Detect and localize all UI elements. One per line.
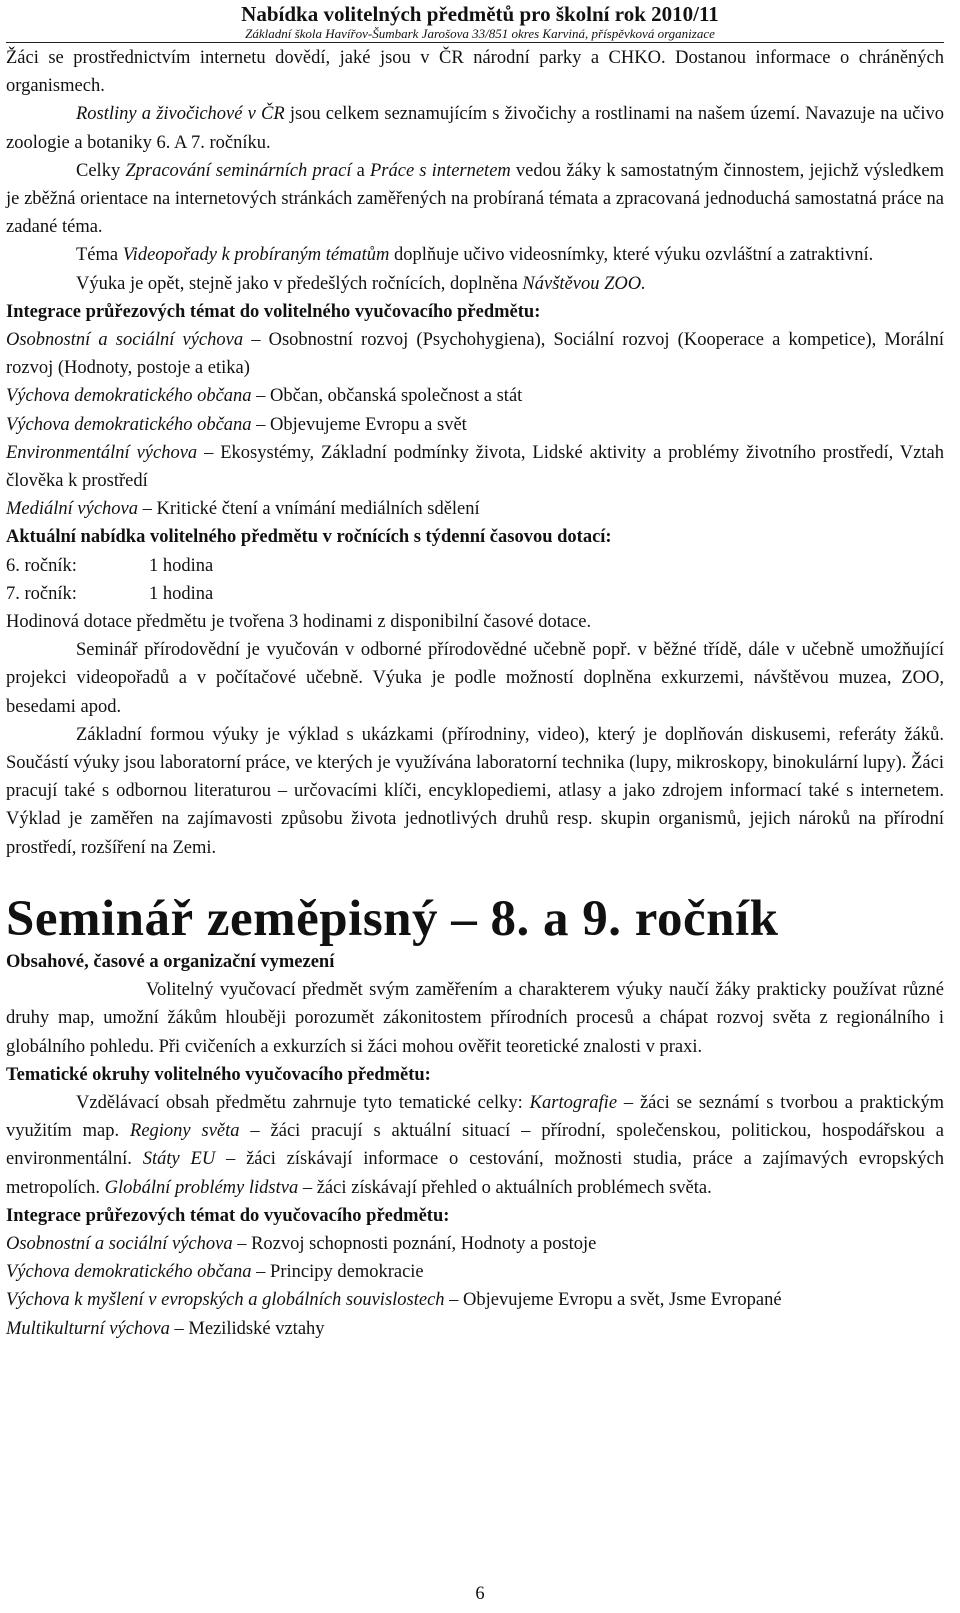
text: – Ekosystémy, Základní podmínky života, Lidské aktivity a problémy životního prostředí, Vztah člověka k prostředí: [6, 442, 944, 492]
text: – žáci získávají informace o cestování, možnosti studia, práce a zajímavých evropských metropolích.: [6, 1149, 945, 1198]
paragraph: [6, 1089, 944, 1202]
italic-term: Mediální výchova: [6, 499, 139, 520]
text: – žáci získávají přehled o aktuálních problémech světa.: [298, 1177, 712, 1198]
paragraph: [6, 270, 944, 298]
text: – Objevujeme Evropu a svět, Jsme Evropané: [444, 1290, 782, 1311]
italic-term: Výchova demokratického občana: [6, 1262, 252, 1283]
italic-term: Výchova demokratického občana: [6, 386, 252, 407]
section-heading: Integrace průřezových témat do volitelného vyučovacího předmětu:: [6, 301, 541, 322]
hours-value: 1 hodina: [149, 583, 214, 604]
paragraph: Hodinová dotace předmětu je tvořena 3 hodinami z disponibilní časové dotace.: [6, 612, 592, 633]
italic-term: Videopořady k probíraným tématům: [122, 245, 390, 266]
paragraph: [6, 157, 944, 242]
grade-label: 6. ročník:: [6, 555, 77, 576]
page-number: 6: [475, 1584, 485, 1604]
header-title: Nabídka volitelných předmětů pro školní rok 2010/11: [241, 2, 719, 26]
header-subtitle: Základní škola Havířov-Šumbark Jarošova 33/851 okres Karviná, příspěvková organizace: [245, 26, 715, 41]
text: – Objevujeme Evropu a svět: [251, 414, 467, 435]
section-heading: Aktuální nabídka volitelného předmětu v ročnících s týdenní časovou dotací:: [6, 527, 612, 548]
document-body: [6, 44, 944, 1343]
list-item: [6, 411, 944, 439]
list-item: [6, 439, 944, 495]
text: – Osobnostní rozvoj (Psychohygiena), Sociální rozvoj (Kooperace a kompetice), Morální rozvoj (Hodnoty, postoje a etika): [6, 330, 944, 379]
text: – Rozvoj schopnosti poznání, Hodnoty a postoje: [232, 1233, 597, 1254]
section-heading: Integrace průřezových témat do vyučovacího předmětu:: [6, 1205, 450, 1226]
paragraph: Volitelný vyučovací předmět svým zaměřením a charakterem výuky naučí žáky prakticky používat různé druhy map, umožní žákům hlouběji porozumět zákonitostem přírodních procesů a chápat rozvoj světa z regionálního i globálního pohledu. Při cvičeních a exkurzích si žáci mohou ověřit teoretické znalosti v praxi.: [6, 980, 944, 1057]
text: a: [351, 160, 370, 181]
text: doplňuje učivo videosnímky, které výuku ozvláštní a zatraktivní.: [389, 245, 874, 266]
italic-term: Globální problémy lidstva: [104, 1177, 299, 1198]
paragraph: Žáci se prostřednictvím internetu dovědí, jaké jsou v ČR národní parky a CHKO. Dostanou informace o chráněných organismech.: [6, 48, 944, 97]
text: – Kritické čtení a vnímání mediálních sdělení: [138, 499, 480, 520]
text: Celky: [76, 160, 126, 181]
italic-term: Návštěvou ZOO.: [522, 273, 646, 294]
italic-term: Výchova demokratického občana: [6, 414, 252, 435]
text: – Občan, občanská společnost a stát: [251, 386, 523, 407]
italic-term: Práce s internetem: [369, 160, 511, 181]
grade-label: 7. ročník:: [6, 583, 77, 604]
text: – Principy demokracie: [251, 1262, 424, 1283]
italic-term: Výchova k myšlení v evropských a globálních souvislostech: [6, 1290, 445, 1311]
hours-row: [6, 580, 944, 608]
section-title: Seminář zeměpisný – 8. a 9. ročník: [6, 890, 779, 947]
italic-term: Kartografie: [529, 1092, 618, 1113]
italic-term: Regiony světa: [130, 1121, 240, 1142]
paragraph: Základní formou výuky je výklad s ukázkami (přírodniny, video), který je doplňován diskusemi, referáty žáků. Součástí výuky jsou laboratorní práce, ve kterých je využívána laboratorní technika (lupy, mikroskopy, binokulární lupy). Žáci pracují také s odbornou literaturou – určovacími klíči, encyklopediemi, atlasy a jako zdrojem informací také s internetem. Výklad je zaměřen na zajímavosti způsobu života jednotlivých druhů resp. skupin organismů, jejich nároků na přírodní prostředí, rozšíření na Zemi.: [6, 724, 944, 858]
italic-term: Zpracování seminárních prací: [125, 160, 352, 181]
list-item: [6, 326, 944, 382]
text: vedou žáky k samostatným činnostem, jejichž výsledkem je zběžná orientace na internetových stránkách zaměřených na probíraná témata a zpracovaná jednoduchá samostatná práce na zadané téma.: [6, 160, 944, 238]
list-item: [6, 1315, 944, 1343]
paragraph: Seminář přírodovědní je vyučován v odborné přírodovědné učebně popř. v běžné třídě, dále v učebně umožňující projekci videopořadů a v počítačové učebně. Výuka je podle možností doplněna exkurzemi, návštěvou muzea, ZOO, besedami apod.: [6, 640, 944, 717]
text: Téma: [76, 245, 123, 266]
paragraph: [6, 241, 944, 269]
italic-term: Environmentální výchova: [6, 442, 198, 463]
section-heading: Obsahové, časové a organizační vymezení: [6, 951, 335, 972]
italic-term: Rostliny a živočichové v ČR: [76, 104, 285, 125]
italic-term: Osobnostní a sociální výchova: [6, 330, 244, 351]
list-item: [6, 382, 944, 410]
italic-term: Státy EU: [142, 1149, 216, 1170]
text: – Mezilidské vztahy: [169, 1318, 325, 1339]
italic-term: Multikulturní výchova: [6, 1318, 170, 1339]
text: – žáci pracují s aktuální situací – přírodní, společenskou, politickou, hospodářskou a environmentální.: [6, 1121, 945, 1170]
text: – žáci se seznámí s tvorbou a praktickým využitím map.: [6, 1092, 944, 1142]
text: Výuka je opět, stejně jako v předešlých ročnících, doplněna: [76, 273, 523, 294]
section-heading: Tematické okruhy volitelného vyučovacího předmětu:: [6, 1064, 431, 1085]
list-item: [6, 1258, 944, 1286]
list-item: [6, 1230, 944, 1258]
list-item: [6, 1286, 944, 1314]
text: jsou celkem seznamujícím s živočichy a rostlinami na našem území. Navazuje na učivo zoologie a botaniky 6. A 7. ročníku.: [6, 104, 944, 153]
header-divider: [6, 42, 944, 43]
paragraph: [6, 100, 944, 156]
italic-term: Osobnostní a sociální výchova: [6, 1233, 233, 1254]
text: Vzdělávací obsah předmětu zahrnuje tyto tematické celky:: [76, 1092, 530, 1113]
list-item: [6, 495, 944, 523]
hours-value: 1 hodina: [149, 555, 214, 576]
hours-row: [6, 552, 944, 580]
